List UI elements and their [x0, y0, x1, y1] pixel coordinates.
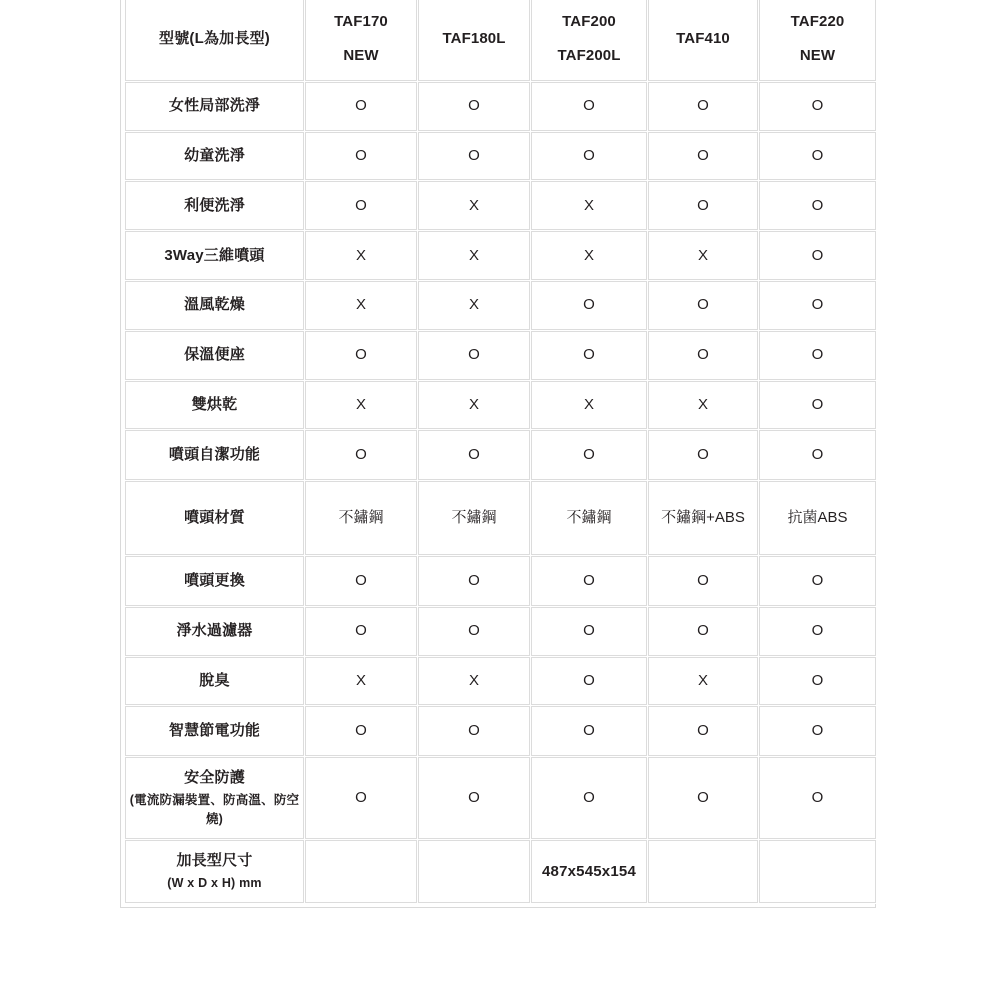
feature-label-cell: [125, 132, 304, 180]
supported-mark-cell: O: [759, 430, 876, 479]
value-cell: 不鏽鋼: [305, 481, 417, 556]
column-header-model-1: [305, 0, 417, 81]
supported-mark-cell: O: [418, 757, 530, 840]
supported-mark-cell: O: [305, 181, 417, 229]
unsupported-mark-cell: X: [305, 381, 417, 429]
supported-mark-cell: O: [759, 381, 876, 429]
supported-mark-cell: O: [648, 82, 758, 131]
supported-mark-cell: O: [305, 331, 417, 380]
supported-mark-cell: O: [418, 607, 530, 656]
supported-mark-cell: O: [531, 82, 647, 131]
value-cell: 487x545x154: [531, 840, 647, 903]
spec-table-frame: [120, 0, 876, 908]
unsupported-mark-cell: X: [418, 231, 530, 280]
feature-label-cell: [125, 706, 304, 755]
model-name-line: NEW: [343, 46, 379, 64]
supported-mark-cell: O: [531, 556, 647, 605]
feature-label-cell: [125, 181, 304, 229]
value-cell: 抗菌ABS: [759, 481, 876, 556]
supported-mark-cell: O: [648, 706, 758, 755]
feature-label-main: 保溫便座: [184, 346, 245, 364]
supported-mark-cell: O: [305, 706, 417, 755]
feature-label-cell: [125, 556, 304, 605]
model-name-line: TAF170: [334, 13, 388, 31]
unsupported-mark-cell: X: [305, 231, 417, 280]
supported-mark-cell: O: [759, 331, 876, 380]
feature-label-main: 3Way三維噴頭: [164, 246, 265, 264]
feature-label-cell: [125, 381, 304, 429]
supported-mark-cell: O: [759, 231, 876, 280]
table-row: [125, 381, 876, 429]
unsupported-mark-cell: X: [648, 657, 758, 705]
model-name-line: TAF200L: [557, 46, 621, 64]
supported-mark-cell: O: [648, 607, 758, 656]
unsupported-mark-cell: X: [418, 281, 530, 329]
supported-mark-cell: O: [305, 556, 417, 605]
feature-label-main: 加長型尺寸: [176, 852, 253, 870]
table-row: [125, 481, 876, 556]
table-row: [125, 231, 876, 280]
unsupported-mark-cell: X: [418, 181, 530, 229]
unsupported-mark-cell: X: [648, 231, 758, 280]
column-header-model-5: [759, 0, 876, 81]
header-feature-label: 型號(L為加長型): [125, 0, 304, 81]
feature-label-main: 雙烘乾: [191, 396, 238, 414]
unsupported-mark-cell: X: [305, 657, 417, 705]
supported-mark-cell: O: [531, 607, 647, 656]
supported-mark-cell: O: [648, 331, 758, 380]
supported-mark-cell: O: [759, 132, 876, 180]
table-row: [125, 82, 876, 131]
supported-mark-cell: O: [305, 607, 417, 656]
feature-label-main: 幼童洗淨: [184, 147, 245, 165]
feature-label-cell: [125, 331, 304, 380]
column-header-model-2: [418, 0, 530, 81]
table-row: [125, 840, 876, 903]
model-name-line: TAF220: [790, 13, 845, 31]
supported-mark-cell: O: [759, 657, 876, 705]
feature-label-cell: [125, 657, 304, 705]
feature-label-cell: [125, 607, 304, 656]
table-row: [125, 181, 876, 229]
supported-mark-cell: O: [418, 706, 530, 755]
feature-label-cell: [125, 481, 304, 556]
supported-mark-cell: O: [531, 331, 647, 380]
feature-label-main: 噴頭材質: [184, 509, 245, 527]
feature-label-main: 智慧節電功能: [168, 722, 261, 740]
supported-mark-cell: O: [305, 757, 417, 840]
value-cell: 不鏽鋼+ABS: [648, 481, 758, 556]
table-header-row: [125, 0, 876, 81]
unsupported-mark-cell: X: [418, 381, 530, 429]
feature-label-cell: [125, 231, 304, 280]
feature-label-main: 利便洗淨: [184, 196, 245, 214]
supported-mark-cell: O: [759, 607, 876, 656]
supported-mark-cell: O: [418, 430, 530, 479]
supported-mark-cell: O: [305, 82, 417, 131]
supported-mark-cell: O: [531, 430, 647, 479]
feature-label-main: 脫臭: [199, 672, 230, 690]
supported-mark-cell: O: [648, 556, 758, 605]
unsupported-mark-cell: X: [418, 657, 530, 705]
supported-mark-cell: O: [418, 331, 530, 380]
model-name-line: TAF410: [676, 29, 730, 47]
supported-mark-cell: O: [531, 132, 647, 180]
supported-mark-cell: O: [418, 82, 530, 131]
feature-label-sub: (W x D x H) mm: [167, 875, 262, 890]
empty-value-cell: [418, 840, 530, 903]
value-cell: 不鏽鋼: [531, 481, 647, 556]
supported-mark-cell: O: [759, 706, 876, 755]
feature-label-cell: [125, 281, 304, 329]
table-row: [125, 430, 876, 479]
feature-label-cell: [125, 430, 304, 479]
supported-mark-cell: O: [305, 430, 417, 479]
supported-mark-cell: O: [418, 556, 530, 605]
supported-mark-cell: O: [531, 657, 647, 705]
table-row: [125, 331, 876, 380]
supported-mark-cell: O: [759, 556, 876, 605]
unsupported-mark-cell: X: [531, 231, 647, 280]
supported-mark-cell: O: [531, 281, 647, 329]
feature-label-cell: [125, 82, 304, 131]
table-row: [125, 657, 876, 705]
model-name-line: NEW: [799, 46, 836, 64]
feature-label-sub: (電流防漏裝置、防高溫、防空燒): [129, 792, 300, 826]
unsupported-mark-cell: X: [305, 281, 417, 329]
empty-value-cell: [305, 840, 417, 903]
supported-mark-cell: O: [648, 181, 758, 229]
column-header-model-4: [648, 0, 758, 81]
feature-label-main: 女性局部洗淨: [168, 97, 261, 115]
product-spec-comparison-table: [124, 0, 877, 904]
table-row: [125, 556, 876, 605]
feature-label-main: 安全防護: [184, 768, 245, 786]
supported-mark-cell: O: [531, 757, 647, 840]
unsupported-mark-cell: X: [531, 381, 647, 429]
supported-mark-cell: O: [648, 281, 758, 329]
feature-label-main: 噴頭自潔功能: [168, 446, 261, 464]
model-name-line: TAF200: [562, 13, 616, 31]
supported-mark-cell: O: [759, 181, 876, 229]
table-row: [125, 706, 876, 755]
feature-label-cell: [125, 757, 304, 840]
column-header-model-3: [531, 0, 647, 81]
empty-value-cell: [759, 840, 876, 903]
supported-mark-cell: O: [759, 281, 876, 329]
table-body: [125, 0, 876, 903]
table-row: [125, 607, 876, 656]
feature-label-cell: [125, 840, 304, 903]
supported-mark-cell: O: [759, 757, 876, 840]
feature-label-main: 噴頭更換: [184, 572, 245, 590]
feature-label-main: 溫風乾燥: [184, 296, 245, 314]
supported-mark-cell: O: [759, 82, 876, 131]
supported-mark-cell: O: [418, 132, 530, 180]
empty-value-cell: [648, 840, 758, 903]
supported-mark-cell: O: [648, 430, 758, 479]
supported-mark-cell: O: [305, 132, 417, 180]
table-row: [125, 757, 876, 840]
model-name-line: TAF180L: [442, 29, 506, 47]
supported-mark-cell: O: [531, 706, 647, 755]
feature-label-main: 淨水過濾器: [176, 622, 253, 640]
table-row: [125, 132, 876, 180]
unsupported-mark-cell: X: [648, 381, 758, 429]
supported-mark-cell: O: [648, 757, 758, 840]
value-cell: 不鏽鋼: [418, 481, 530, 556]
table-row: [125, 281, 876, 329]
supported-mark-cell: O: [648, 132, 758, 180]
unsupported-mark-cell: X: [531, 181, 647, 229]
